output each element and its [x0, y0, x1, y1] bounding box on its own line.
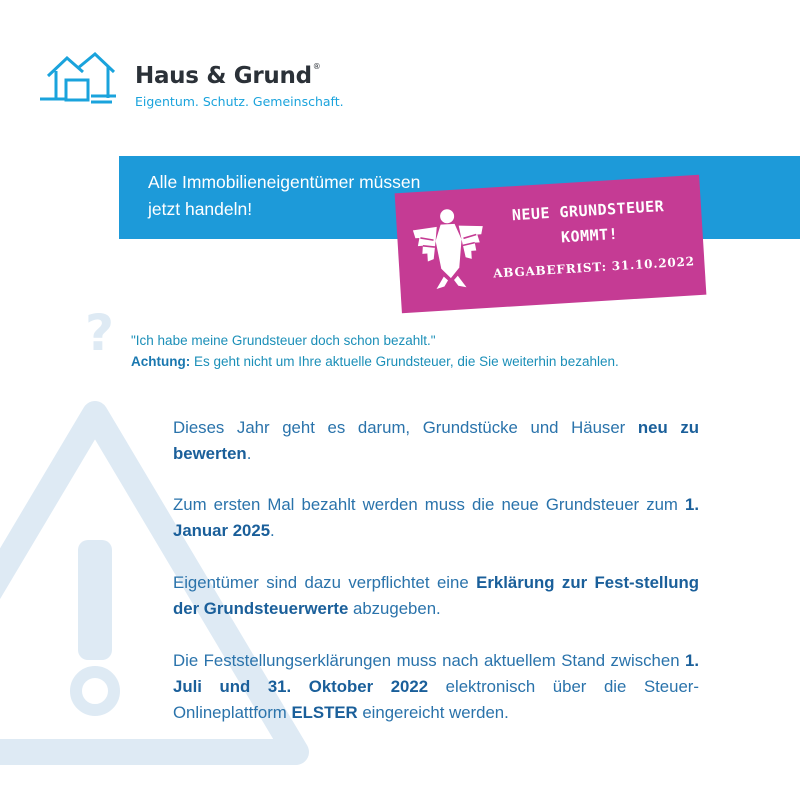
paragraph-2-end: .: [270, 521, 275, 540]
brand-name: [135, 62, 320, 89]
paragraph-4-end: eingereicht werden.: [357, 703, 509, 722]
stamp-headline: NEUE GRUNDSTEUER: [511, 197, 665, 225]
stamp-deadline: ABGABEFRIST: 31.10.2022: [492, 254, 696, 281]
paragraph-4-middle: elektronisch über die Steuer-Onlineplattform: [173, 677, 699, 722]
paragraph-2-bold: 1. Januar 2025: [173, 495, 699, 540]
paragraph-3-bold: Erklärung zur Fest-stellung der Grundsteuerwerte: [173, 573, 699, 618]
stamp-subheadline: KOMMT!: [560, 224, 619, 247]
deadline-stamp: [395, 175, 707, 313]
paragraph-4-text: Die Feststellungserklärungen muss nach aktuellem Stand zwischen: [173, 651, 685, 670]
paragraph-4: [173, 648, 699, 726]
achtung-text: Es geht nicht um Ihre aktuelle Grundsteuer, die Sie weiterhin bezahlen.: [190, 354, 619, 369]
question-mark-icon: ?: [85, 304, 115, 362]
paragraph-3: [173, 570, 699, 622]
achtung-note: [131, 354, 619, 369]
paragraph-4-bold-elster: ELSTER: [291, 703, 358, 722]
paragraph-3-end: abzugeben.: [348, 599, 441, 618]
brand-tagline: Eigentum. Schutz. Gemeinschaft.: [135, 94, 344, 109]
brand-logo: [38, 46, 378, 116]
paragraph-2-text: Zum ersten Mal bezahlt werden muss die neue Grundsteuer zum: [173, 495, 685, 514]
banner-line-2: jetzt handeln!: [148, 199, 253, 219]
house-logo-icon: [38, 46, 128, 116]
registered-mark: ®: [312, 62, 321, 71]
eagle-icon: [410, 204, 489, 292]
banner-line-1: Alle Immobilieneigentümer müssen: [148, 172, 421, 192]
achtung-label: Achtung:: [131, 354, 191, 369]
paragraph-2: [173, 492, 699, 544]
paragraph-1-end: .: [246, 444, 252, 463]
paragraph-1: [173, 415, 699, 467]
quote-text: "Ich habe meine Grundsteuer doch schon bezahlt.": [131, 333, 436, 348]
brand-name-text: Haus & Grund: [135, 63, 312, 89]
paragraph-3-text: Eigentümer sind dazu verpflichtet eine: [173, 573, 477, 592]
paragraph-1-bold: neu zu bewerten: [173, 418, 700, 463]
paragraph-4-bold-dates: 1. Juli und 31. Oktober 2022: [173, 651, 699, 696]
paragraph-1-text: Dieses Jahr geht es darum, Grundstücke und Häuser: [173, 418, 638, 437]
